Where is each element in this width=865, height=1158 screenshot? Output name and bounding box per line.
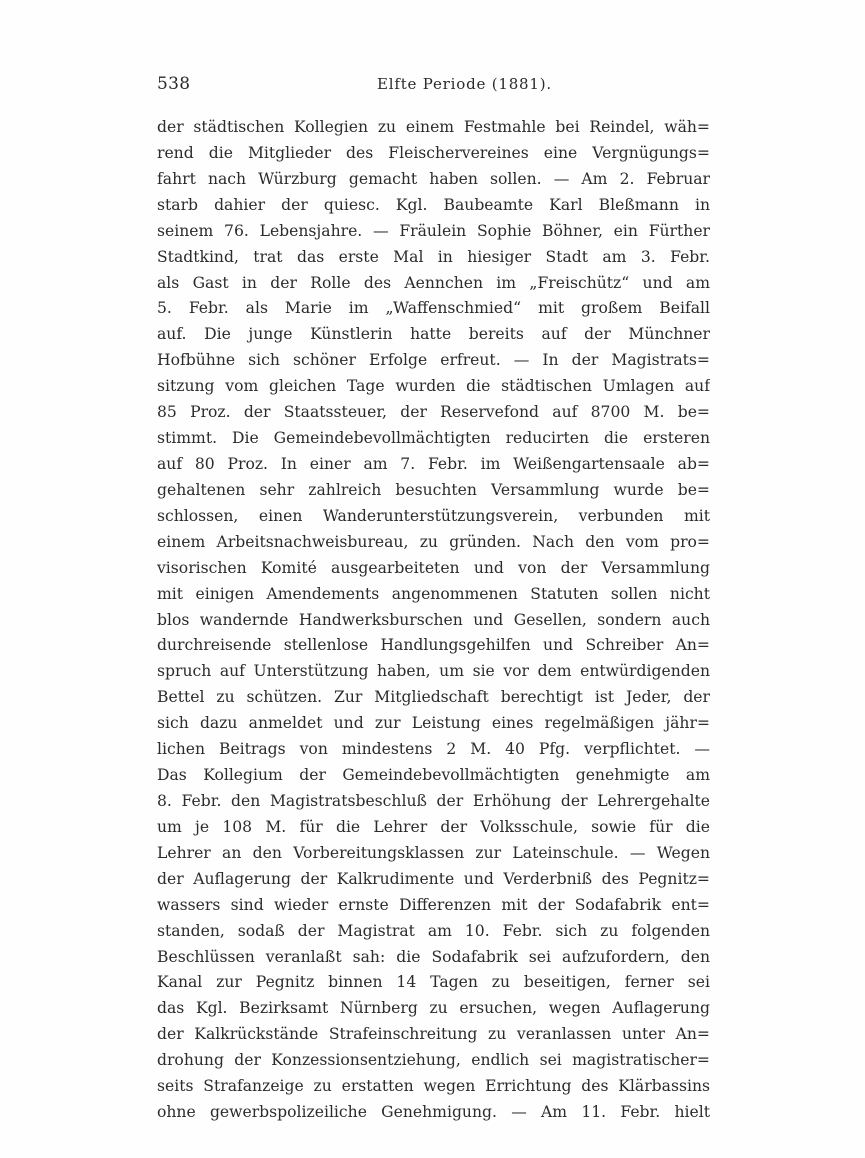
text-line: Lehrer an den Vorbereitungsklassen zur Lateinschule. — Wegen: [157, 843, 710, 862]
text-line: 8. Febr. den Magistratsbeschluß der Erhöhung der Lehrergehalte: [157, 791, 710, 810]
text-line: starb dahier der quiesc. Kgl. Baubeamte Karl Bleßmann in: [157, 195, 710, 214]
text-line: visorischen Komité ausgearbeiteten und von der Versammlung: [157, 558, 710, 577]
text-line: um je 108 M. für die Lehrer der Volksschule, sowie für die: [157, 817, 710, 836]
text-line: einem Arbeitsnachweisbureau, zu gründen. Nach den vom pro=: [157, 532, 710, 551]
text-line: 85 Proz. der Staatssteuer, der Reservefond auf 8700 M. be=: [157, 403, 710, 422]
text-line: seinem 76. Lebensjahre. — Fräulein Sophie Böhner, ein Fürther: [157, 221, 710, 240]
text-line: drohung der Konzessionsentziehung, endlich sei magistratischer=: [157, 1051, 710, 1070]
text-line: seits Strafanzeige zu erstatten wegen Errichtung des Klärbassins: [157, 1077, 710, 1096]
text-line: als Gast in der Rolle des Aennchen im „Freischütz“ und am: [157, 273, 710, 292]
text-line: rend die Mitglieder des Fleischervereines eine Vergnügungs=: [157, 143, 710, 162]
text-line: sitzung vom gleichen Tage wurden die städtischen Umlagen auf: [157, 377, 710, 396]
text-line: schlossen, einen Wanderunterstützungsverein, verbunden mit: [157, 506, 710, 525]
text-line: auf. Die junge Künstlerin hatte bereits auf der Münchner: [157, 325, 710, 344]
text-line: Hofbühne sich schöner Erfolge erfreut. — In der Magistrats=: [157, 351, 710, 370]
text-line: durchreisende stellenlose Handlungsgehilfen und Schreiber An=: [157, 636, 710, 655]
body-text: [157, 115, 710, 1126]
text-line: Das Kollegium der Gemeindebevollmächtigten genehmigte am: [157, 766, 710, 785]
text-line: blos wandernde Handwerksburschen und Gesellen, sondern auch: [157, 610, 710, 629]
text-line: Kanal zur Pegnitz binnen 14 Tagen zu beseitigen, ferner sei: [157, 973, 710, 992]
text-line: 5. Febr. als Marie im „Waffenschmied“ mit großem Beifall: [157, 299, 710, 318]
text-line: standen, sodaß der Magistrat am 10. Febr. sich zu folgenden: [157, 921, 710, 940]
text-line: ohne gewerbspolizeiliche Genehmigung. — Am 11. Febr. hielt: [157, 1103, 710, 1122]
text-line: der Auflagerung der Kalkrudimente und Verderbniß des Pegnitz=: [157, 869, 710, 888]
text-line: wassers sind wieder ernste Differenzen mit der Sodafabrik ent=: [157, 895, 710, 914]
text-line: das Kgl. Bezirksamt Nürnberg zu ersuchen, wegen Auflagerung: [157, 999, 710, 1018]
text-line: Beschlüssen veranlaßt sah: die Sodafabrik sei aufzufordern, den: [157, 947, 710, 966]
text-line: gehaltenen sehr zahlreich besuchten Versammlung wurde be=: [157, 480, 710, 499]
page-number: 538: [157, 74, 191, 94]
text-line: der städtischen Kollegien zu einem Festmahle bei Reindel, wäh=: [157, 118, 710, 136]
text-line: lichen Beitrags von mindestens 2 M. 40 Pfg. verpflichtet. —: [157, 740, 710, 759]
text-line: mit einigen Amendements angenommenen Statuten sollen nicht: [157, 584, 710, 603]
running-head: Elfte Periode (1881).: [377, 75, 552, 93]
text-line: auf 80 Proz. In einer am 7. Febr. im Weißengartensaale ab=: [157, 454, 710, 473]
text-line: spruch auf Unterstützung haben, um sie vor dem entwürdigenden: [157, 662, 710, 681]
page-header: [157, 74, 710, 98]
text-line: sich dazu anmeldet und zur Leistung eines regelmäßigen jähr=: [157, 714, 710, 733]
text-line: Stadtkind, trat das erste Mal in hiesiger Stadt am 3. Febr.: [157, 247, 710, 266]
text-line: stimmt. Die Gemeindebevollmächtigten reducirten die ersteren: [157, 429, 710, 448]
text-line: der Kalkrückstände Strafeinschreitung zu veranlassen unter An=: [157, 1025, 710, 1044]
text-line: fahrt nach Würzburg gemacht haben sollen. — Am 2. Februar: [157, 169, 710, 188]
text-line: Bettel zu schützen. Zur Mitgliedschaft berechtigt ist Jeder, der: [157, 688, 710, 707]
